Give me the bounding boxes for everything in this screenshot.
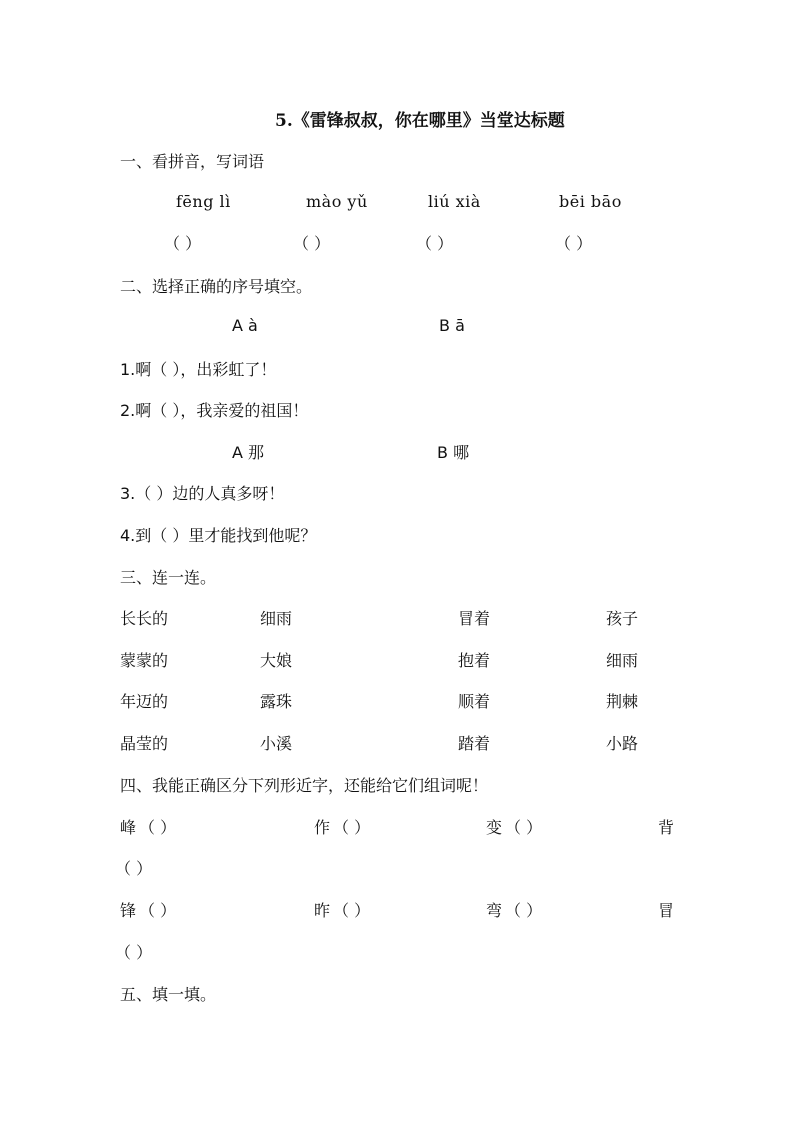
pinyin-1: fēng lì [176, 192, 231, 211]
page-title: 5.《雷锋叔叔，你在哪里》当堂达标题 [275, 111, 565, 131]
match-item[interactable]: 露珠 [260, 692, 293, 711]
option-a-1: A à [232, 316, 258, 335]
match-item[interactable]: 孩子 [606, 609, 639, 628]
match-item[interactable]: 冒着 [458, 609, 491, 628]
option-a-2: A 那 [232, 443, 265, 462]
word-blank[interactable]: （ ） [333, 818, 371, 837]
answer-blank-4[interactable]: （ ） [555, 234, 593, 253]
pinyin-4: bēi bāo [559, 192, 622, 211]
word-blank[interactable]: （ ） [139, 901, 177, 920]
pinyin-2: mào yǔ [306, 192, 368, 211]
char-label: 作 [314, 818, 331, 837]
section-4-heading: 四、我能正确区分下列形近字，还能给它们组词呢！ [120, 776, 489, 795]
match-item[interactable]: 细雨 [606, 651, 639, 670]
match-item[interactable]: 蒙蒙的 [120, 651, 169, 670]
match-item[interactable]: 细雨 [260, 609, 293, 628]
match-item[interactable]: 踏着 [458, 734, 491, 753]
section-5-heading: 五、填一填。 [120, 985, 217, 1004]
match-item[interactable]: 荆棘 [606, 692, 639, 711]
answer-blank-1[interactable]: （ ） [164, 234, 202, 253]
word-blank[interactable]: （ ） [115, 943, 153, 962]
match-item[interactable]: 大娘 [260, 651, 293, 670]
match-item[interactable]: 长长的 [120, 609, 169, 628]
word-blank[interactable]: （ ） [505, 818, 543, 837]
section-1-heading: 一、看拼音，写词语 [120, 152, 265, 171]
word-blank[interactable]: （ ） [505, 901, 543, 920]
word-blank[interactable]: （ ） [115, 859, 153, 878]
match-item[interactable]: 小溪 [260, 734, 293, 753]
question-2: 2.啊（ ），我亲爱的祖国！ [120, 401, 309, 420]
section-3-heading: 三、连一连。 [120, 568, 217, 587]
char-label: 弯 [486, 901, 503, 920]
question-1: 1.啊（ ），出彩虹了！ [120, 360, 277, 379]
option-b-1: B ā [439, 316, 465, 335]
match-item[interactable]: 顺着 [458, 692, 491, 711]
match-item[interactable]: 年迈的 [120, 692, 169, 711]
match-item[interactable]: 抱着 [458, 651, 491, 670]
pinyin-3: liú xià [428, 192, 481, 211]
question-3: 3.（ ）边的人真多呀！ [120, 484, 285, 503]
char-label: 昨 [314, 901, 331, 920]
char-label: 峰 [120, 818, 137, 837]
answer-blank-2[interactable]: （ ） [293, 234, 331, 253]
match-item[interactable]: 晶莹的 [120, 734, 169, 753]
char-label: 锋 [120, 901, 137, 920]
word-blank[interactable]: （ ） [333, 901, 371, 920]
section-2-heading: 二、选择正确的序号填空。 [120, 277, 313, 296]
char-label: 冒 [658, 901, 675, 920]
char-label: 变 [486, 818, 503, 837]
char-label: 背 [658, 818, 675, 837]
question-4: 4.到（ ）里才能找到他呢？ [120, 526, 317, 545]
match-item[interactable]: 小路 [606, 734, 639, 753]
answer-blank-3[interactable]: （ ） [416, 234, 454, 253]
word-blank[interactable]: （ ） [139, 818, 177, 837]
option-b-2: B 哪 [437, 443, 470, 462]
